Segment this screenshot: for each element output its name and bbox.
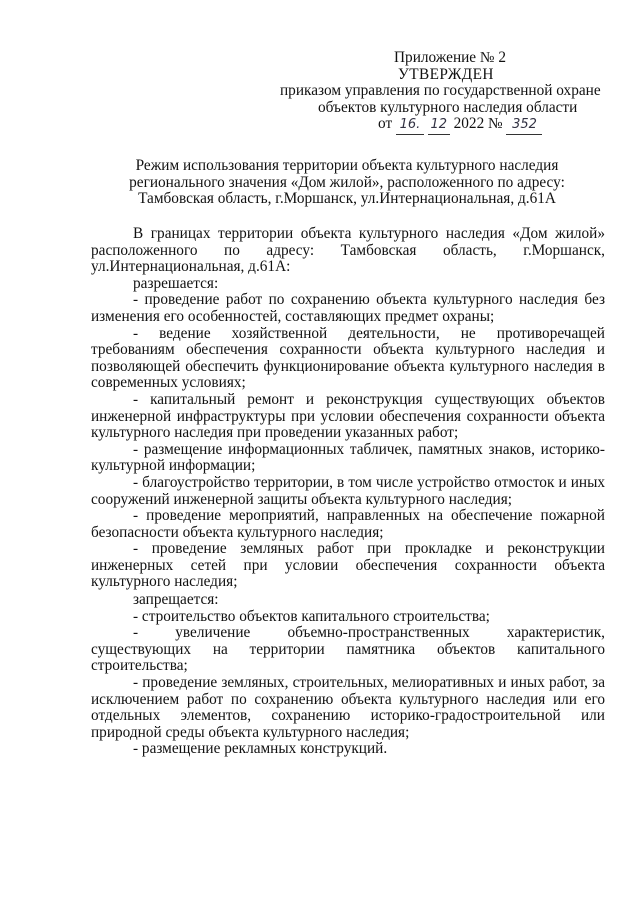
allowed-item: - капитальный ремонт и реконструкция существующих объектов инженерной инфраструктуры при условии обеспечения сохранности объекта культурного наследия при проведении указанных работ; bbox=[91, 390, 605, 442]
approval-header bbox=[280, 50, 610, 135]
title-line-2: регионального значения «Дом жилой», расположенного по адресу: bbox=[129, 173, 565, 191]
allowed-item: - благоустройство территории, в том числе устройство отмосток и иных сооружений инженерной защиты объекта культурного наследия; bbox=[91, 473, 605, 508]
appendix-label: Приложение № 2 bbox=[394, 49, 506, 66]
forbidden-item: - строительство объектов капитального строительства; bbox=[133, 607, 490, 625]
title-line-1: Режим использования территории объекта культурного наследия bbox=[135, 157, 559, 174]
allowed-heading: разрешается: bbox=[133, 274, 219, 292]
forbidden-item: - размещение рекламных конструкций. bbox=[133, 740, 388, 758]
title-line-3: Тамбовская область, г.Моршанск, ул.Интернациональная, д.61А bbox=[138, 190, 556, 208]
allowed-item: - размещение информационных табличек, памятных знаков, историко-культурной информации; bbox=[91, 440, 605, 475]
order-line-1: приказом управления по государственной охране bbox=[280, 82, 601, 100]
forbidden-heading: запрещается: bbox=[133, 591, 219, 609]
allowed-item: - проведение мероприятий, направленных на обеспечение пожарной безопасности объекта культурного наследия; bbox=[91, 507, 605, 541]
document-body bbox=[91, 226, 605, 758]
allowed-item: - проведение земляных работ при прокладке и реконструкции инженерных сетей при условии обеспечения сохранности объекта культурного наследия; bbox=[91, 540, 605, 591]
number-prefix: № bbox=[488, 115, 503, 133]
date-year: 2022 bbox=[453, 115, 485, 133]
forbidden-item: - увеличение объемно-пространственных характеристик, существующих на территории памятника объектов капитального строительства; bbox=[91, 624, 605, 675]
order-date-line bbox=[378, 116, 610, 135]
order-line-2: объектов культурного наследия области bbox=[318, 98, 578, 116]
handwritten-month: 12 bbox=[428, 117, 450, 135]
allowed-item: - ведение хозяйственной деятельности, не противоречащей требованиям обеспечения сохранности объекта культурного наследия и позволяющей обеспечить функционирование объекта культурного наследия в современных условиях; bbox=[91, 324, 605, 392]
handwritten-order-number: 352 bbox=[506, 117, 542, 135]
handwritten-day: 16. bbox=[396, 117, 424, 135]
intro-paragraph: В границах территории объекта культурного наследия «Дом жилой» расположенного по адресу: Тамбовская область, г.Моршанск, ул.Интернациональная, д.61А: bbox=[91, 225, 605, 276]
approved-label: УТВЕРЖДЕН bbox=[398, 65, 494, 83]
allowed-item: - проведение работ по сохранению объекта культурного наследия без изменения его особенностей, составляющих предмет охраны; bbox=[91, 291, 605, 325]
forbidden-item: - проведение земляных, строительных, мелиоративных и иных работ, за исключением работ по сохранению объекта культурного наследия или его отдельных элементов, сохранению историко-градостроительной или природной среды объекта культурного наследия; bbox=[91, 674, 605, 741]
date-prefix: от bbox=[378, 115, 393, 133]
document-title bbox=[112, 158, 582, 208]
